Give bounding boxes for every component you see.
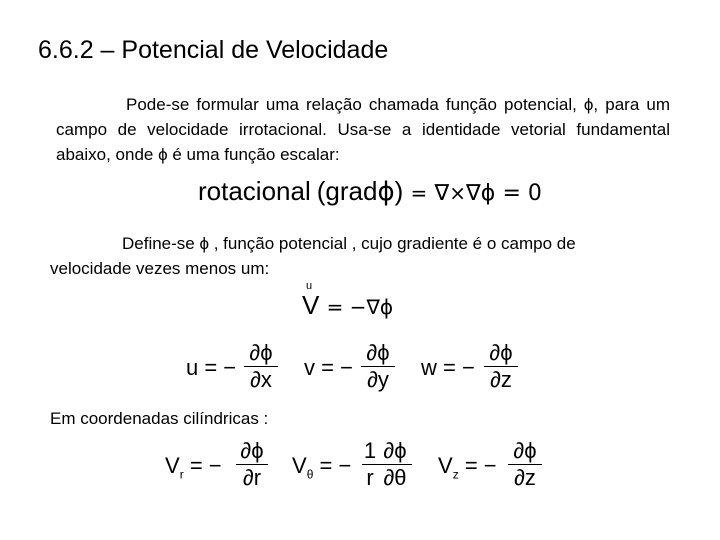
eq4-Vz-den: ∂z (514, 465, 536, 490)
eq4-Vt-num1: 1 (363, 438, 377, 463)
paragraph-intro (56, 92, 670, 167)
eq1-times: × (449, 181, 466, 205)
page-title: 6.6.2 – Potencial de Velocidade (38, 36, 389, 64)
equation-velocity-vector (302, 290, 393, 321)
eq4-Vr-eq: = − (189, 453, 222, 478)
eq4-Vz (438, 453, 497, 481)
eq1-phi: ϕ (377, 177, 395, 207)
eq4-Vr-fraction (236, 438, 268, 491)
eq4-Vz-eq: = − (464, 453, 497, 478)
paragraph-definition (50, 231, 658, 281)
eq4-Vr (165, 453, 222, 481)
eq1-equals: = (410, 181, 428, 205)
eq3-v-lhs: v = − (304, 355, 353, 380)
eq4-Vr-num: ∂ϕ (240, 438, 264, 463)
eq1-close: ) (394, 176, 404, 206)
eq4-Vt-eq: = − (319, 453, 352, 478)
eq4-Vr-den: ∂r (242, 465, 262, 490)
eq4-Vz-sub: z (452, 467, 459, 482)
vector-arrow-mark: u (306, 280, 313, 292)
eq3-w-lhs: w = − (421, 355, 475, 380)
eq4-Vz-fraction (508, 438, 542, 491)
eq4-Vr-sub: r (179, 467, 184, 482)
eq3-u-num: ∂ϕ (249, 340, 273, 365)
eq3-v-den: ∂y (367, 367, 389, 392)
eq1-rotacional: rotacional (198, 176, 311, 206)
eq2-rhs: = −∇ϕ (326, 295, 394, 319)
eq1-nabla: ∇ (434, 181, 450, 206)
eq3-v-num: ∂ϕ (366, 340, 390, 365)
eq1-nabla-phi: ∇ϕ (465, 181, 496, 206)
eq3-w-den: ∂z (490, 367, 512, 392)
eq4-Vz-num: ∂ϕ (513, 438, 537, 463)
eq3-u-fraction (244, 340, 278, 393)
eq4-Vr-V: V (165, 453, 180, 478)
eq4-Vt-num2: ∂ϕ (383, 438, 407, 463)
eq4-Vt (292, 453, 351, 481)
eq3-w-fraction (484, 340, 518, 393)
eq1-rhs: = 0 (502, 181, 542, 206)
eq4-Vz-V: V (438, 453, 453, 478)
eq3-v-fraction (361, 340, 395, 393)
eq4-Vt-fraction2 (378, 438, 412, 491)
eq4-Vt-V: V (292, 453, 307, 478)
paragraph-intro-text: Pode-se formular uma relação chamada função potencial, ϕ, para um campo de velocidade irrotacional. Usa-se a identidade vetorial fundamental abaixo, onde ϕ é uma função escalar: (56, 95, 670, 164)
eq3-w-num: ∂ϕ (489, 340, 513, 365)
eq4-Vt-fraction1 (362, 438, 378, 491)
equation-rotational-identity (198, 176, 542, 207)
eq4-Vt-sub: θ (306, 467, 314, 482)
eq1-open: (grad (316, 176, 378, 206)
label-cylindrical: Em coordenadas cilíndricas : (50, 409, 269, 428)
eq3-u-den: ∂x (250, 367, 272, 392)
eq4-Vt-den1: r (366, 465, 374, 490)
eq2-V: V (302, 290, 320, 320)
eq3-u-lhs: u = − (186, 355, 237, 380)
eq4-Vt-den2: ∂θ (383, 465, 407, 490)
paragraph-definition-text: Define-se ϕ , função potencial , cujo gradiente é o campo de velocidade vezes menos um: (50, 234, 576, 278)
